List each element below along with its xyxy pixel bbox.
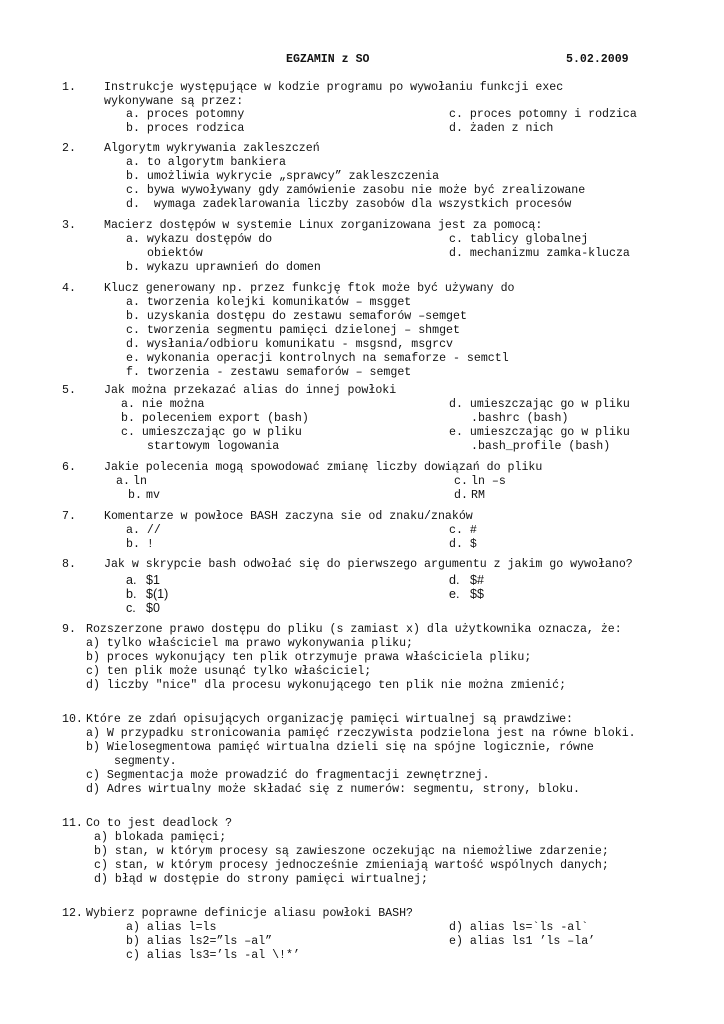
option: b) proces wykonujący ten plik otrzymuje prawa właściciela pliku; xyxy=(86,651,532,664)
option: a. proces potomny xyxy=(126,108,245,121)
option: $1 xyxy=(146,573,160,587)
option: a) blokada pamięci; xyxy=(94,831,227,844)
option: c. # xyxy=(449,524,477,537)
option: d) Adres wirtualny może składać się z numerów: segmentu, strony, bloku. xyxy=(86,783,580,796)
option: a. to algorytm bankiera xyxy=(126,156,287,169)
question-text: Macierz dostępów w systemie Linux zorganizowana jest za pomocą: xyxy=(104,219,543,232)
question-number: 7. xyxy=(62,510,76,523)
option: e. wykonania operacji kontrolnych na semaforze - semctl xyxy=(126,352,509,365)
question-text: Jak można przekazać alias do innej powłoki xyxy=(104,384,397,397)
option: d) błąd w dostępie do strony pamięci wirtualnej; xyxy=(94,873,428,886)
option: b. poleceniem export (bash) xyxy=(121,412,309,425)
option-letter: d. xyxy=(449,573,460,587)
question-text: Instrukcje występujące w kodzie programu po wywołaniu funkcji exec xyxy=(104,81,564,94)
question-number: 12. xyxy=(62,907,83,920)
option: a) W przypadku stronicowania pamięć rzeczywista podzielona jest na równe bloki. xyxy=(86,727,636,740)
option: c. bywa wywoływany gdy zamówienie zasobu nie może być zrealizowane xyxy=(126,184,586,197)
option: d. wymaga zadeklarowania liczby zasobów dla wszystkich procesów xyxy=(126,198,572,211)
option: b. uzyskania dostępu do zestawu semaforów –semget xyxy=(126,310,467,323)
question-number: 3. xyxy=(62,219,76,232)
option: d. $ xyxy=(449,538,477,551)
option-continuation: .bashrc (bash) xyxy=(471,412,569,425)
question-number: 6. xyxy=(62,461,76,474)
question-number: 10. xyxy=(62,713,83,726)
question-text: Wybierz poprawne definicje aliasu powłoki BASH? xyxy=(86,907,413,920)
option: b. wykazu uprawnień do domen xyxy=(126,261,321,274)
exam-date: 5.02.2009 xyxy=(566,53,629,66)
question-text: Rozszerzone prawo dostępu do pliku (s zamiast x) dla użytkownika oznacza, że: xyxy=(86,623,622,636)
option: b. umożliwia wykrycie „sprawcy” zakleszczenia xyxy=(126,170,440,183)
option-letter: c. xyxy=(126,601,136,615)
option: d. umieszczając go w pliku xyxy=(449,398,630,411)
question-text: Które ze zdań opisujących organizację pamięci wirtualnej są prawdziwe: xyxy=(86,713,574,726)
option: mv xyxy=(146,489,160,502)
option: d. wysłania/odbioru komunikatu - msgsnd, msgrcv xyxy=(126,338,453,351)
question-number: 5. xyxy=(62,384,76,397)
option: c) stan, w którym procesy jednocześnie zmieniają wartość wspólnych danych; xyxy=(94,859,609,872)
option-letter: c. xyxy=(454,475,468,488)
exam-title: EGZAMIN z SO xyxy=(286,53,370,66)
option-continuation: startowym logowania xyxy=(147,440,280,453)
option: d. żaden z nich xyxy=(449,122,554,135)
option: c. tablicy globalnej xyxy=(449,233,589,246)
option: e. umieszczając go w pliku xyxy=(449,426,630,439)
option: a. wykazu dostępów do xyxy=(126,233,273,246)
option: $0 xyxy=(146,601,160,615)
option: a) tylko właściciel ma prawo wykonywania pliku; xyxy=(86,637,413,650)
question-number: 9. xyxy=(62,623,76,636)
option: c. proces potomny i rodzica xyxy=(449,108,637,121)
question-text: wykonywane są przez: xyxy=(104,95,244,108)
question-text: Klucz generowany np. przez funkcję ftok może być używany do xyxy=(104,282,515,295)
option: RM xyxy=(471,489,485,502)
option: d) alias ls=`ls -al` xyxy=(449,921,589,934)
option: b) alias ls2=”ls –al” xyxy=(126,935,273,948)
option-letter: a. xyxy=(126,573,137,587)
option-letter: b. xyxy=(126,587,137,601)
option: e) alias ls1 ’ls –la’ xyxy=(449,935,596,948)
option: a) alias l=ls xyxy=(126,921,217,934)
option: b. ! xyxy=(126,538,154,551)
option: f. tworzenia - zestawu semaforów – semget xyxy=(126,366,412,379)
option: c) alias ls3=’ls -al \!*’ xyxy=(126,949,300,962)
option-letter: a. xyxy=(116,475,130,488)
option: ln –s xyxy=(471,475,506,488)
option: $$ xyxy=(470,587,484,601)
option-continuation: .bash_profile (bash) xyxy=(471,440,611,453)
question-number: 8. xyxy=(62,558,76,571)
option: a. tworzenia kolejki komunikatów – msgget xyxy=(126,296,412,309)
option: c) Segmentacja może prowadzić do fragmentacji zewnętrznej. xyxy=(86,769,490,782)
option: c. tworzenia segmentu pamięci dzielonej – shmget xyxy=(126,324,460,337)
option-letter: e. xyxy=(449,587,460,601)
option: d. mechanizmu zamka-klucza xyxy=(449,247,630,260)
option: a. nie można xyxy=(121,398,205,411)
option: a. // xyxy=(126,524,161,537)
question-text: Jak w skrypcie bash odwołać się do pierwszego argumentu z jakim go wywołano? xyxy=(104,558,633,571)
option: $# xyxy=(470,573,484,587)
question-text: Komentarze w powłoce BASH zaczyna sie od znaku/znaków xyxy=(104,510,473,523)
question-text: Algorytm wykrywania zakleszczeń xyxy=(104,142,320,155)
option: c. umieszczając go w pliku xyxy=(121,426,302,439)
question-number: 4. xyxy=(62,282,76,295)
option-letter: b. xyxy=(128,489,142,502)
option-continuation: obiektów xyxy=(147,247,203,260)
option-continuation: segmenty. xyxy=(114,755,177,768)
option: b) Wielosegmentowa pamięć wirtualna dzieli się na spójne logicznie, równe xyxy=(86,741,594,754)
option: d) liczby "nice" dla procesu wykonującego ten plik nie można zmienić; xyxy=(86,679,567,692)
option: b) stan, w którym procesy są zawieszone oczekując na niemożliwe zdarzenie; xyxy=(94,845,609,858)
question-text: Co to jest deadlock ? xyxy=(86,817,233,830)
option-letter: d. xyxy=(454,489,468,502)
option: ln xyxy=(133,475,147,488)
question-number: 11. xyxy=(62,817,83,830)
option: c) ten plik może usunąć tylko właściciel; xyxy=(86,665,372,678)
option: $(1) xyxy=(146,587,169,601)
question-text: Jakie polecenia mogą spowodować zmianę liczby dowiązań do pliku xyxy=(104,461,543,474)
option: b. proces rodzica xyxy=(126,122,245,135)
question-number: 1. xyxy=(62,81,76,94)
question-number: 2. xyxy=(62,142,76,155)
